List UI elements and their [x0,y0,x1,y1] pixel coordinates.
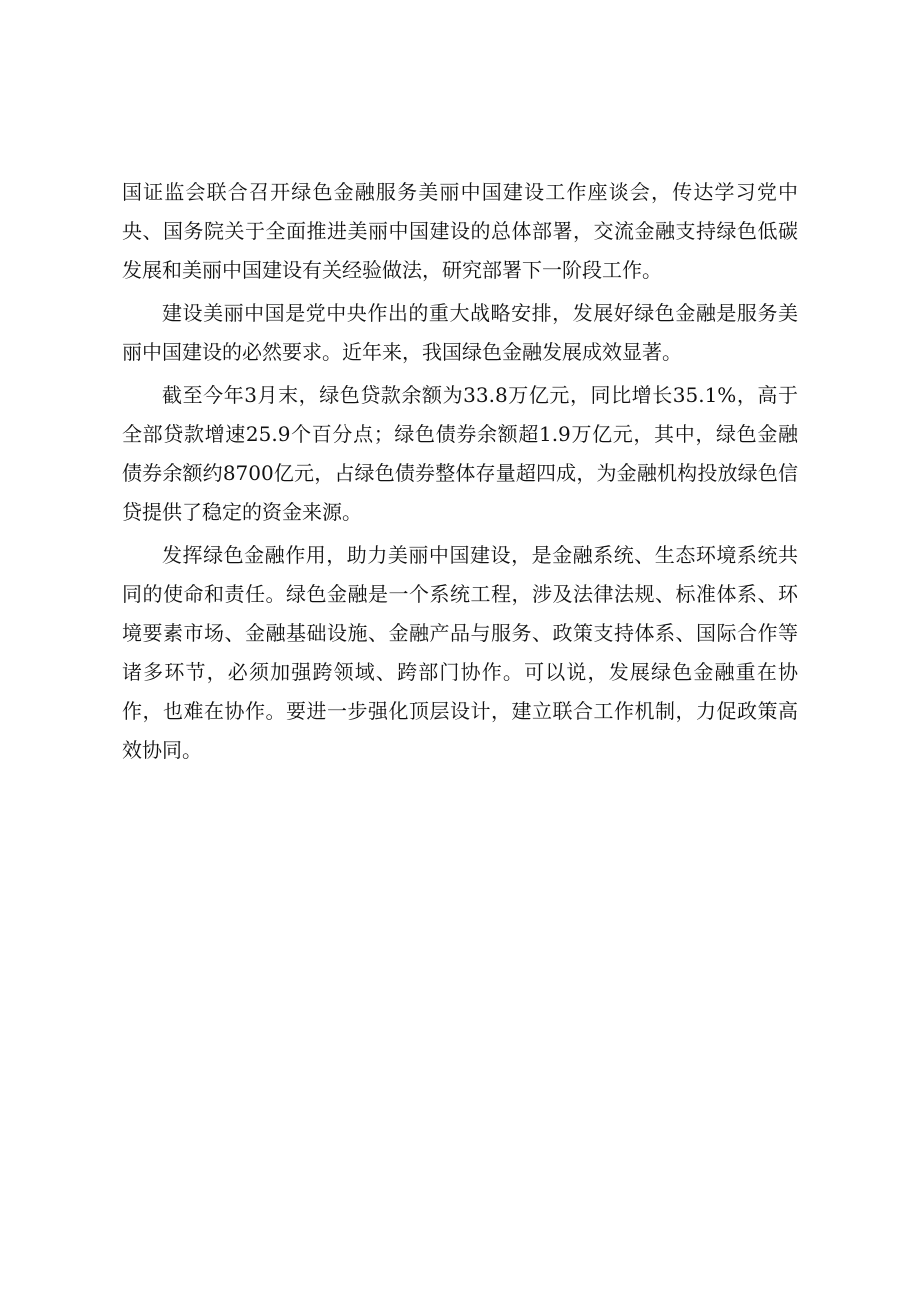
paragraph-green-finance-role: 发挥绿色金融作用，助力美丽中国建设，是金融系统、生态环境系统共同的使命和责任。绿色金融是一个系统工程，涉及法律法规、标准体系、环境要素市场、金融基础设施、金融产品与服务、政策支持体系、国际合作等诸多环节，必须加强跨领域、跨部门协作。可以说，发展绿色金融重在协作，也难在协作。要进一步强化顶层设计，建立联合工作机制，力促政策高效协同。 [122,543,798,762]
document-body [122,173,798,770]
paragraph-beautiful-china: 建设美丽中国是党中央作出的重大战略安排，发展好绿色金融是服务美丽中国建设的必然要求。近年来，我国绿色金融发展成效显著。 [122,301,798,364]
paragraph-continuation: 国证监会联合召开绿色金融服务美丽中国建设工作座谈会，传达学习党中央、国务院关于全面推进美丽中国建设的总体部署，交流金融支持绿色低碳发展和美丽中国建设有关经验做法，研究部署下一阶段工作。 [122,180,798,282]
paragraph-green-loans: 截至今年3月末，绿色贷款余额为33.8万亿元，同比增长35.1%，高于全部贷款增速25.9个百分点；绿色债券余额超1.9万亿元，其中，绿色金融债券余额约8700亿元，占绿色债券整体存量超四成，为金融机构投放绿色信贷提供了稳定的资金来源。 [122,383,798,524]
